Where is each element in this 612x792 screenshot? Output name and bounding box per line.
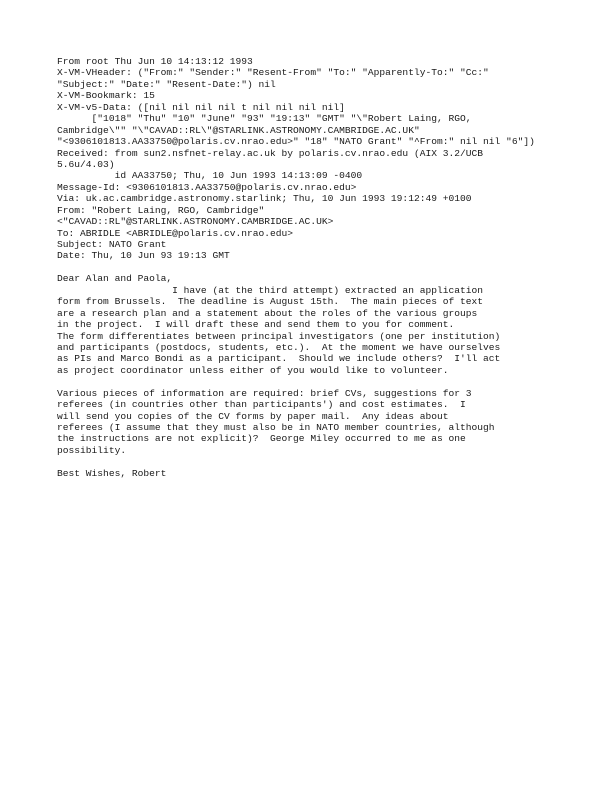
header-vm-v5-data: X-VM-v5-Data: ([nil nil nil nil t nil nil nil nil] [57, 101, 345, 113]
body-line: in the project. I will draft these and send them to you for comment. [57, 319, 455, 331]
header-from: From: "Robert Laing, RGO, Cambridge" [57, 204, 265, 216]
header-vm-bookmark: X-VM-Bookmark: 15 [57, 90, 155, 102]
email-paragraph-2 [57, 388, 597, 457]
body-line: as project coordinator unless either of you would like to volunteer. [57, 364, 449, 376]
body-line: referees (in countries other than participants') and cost estimates. I [57, 399, 466, 411]
email-greeting: Dear Alan and Paola, [57, 273, 173, 285]
header-vm-v5-data-cont: ["1018" "Thu" "10" "June" "93" "19:13" "GMT" "\"Robert Laing, RGO, [57, 113, 472, 125]
header-received-cont: 5.6u/4.03) [57, 158, 115, 170]
header-from-line: From root Thu Jun 10 14:13:12 1993 [57, 56, 253, 67]
body-line: will send you copies of the CV forms by paper mail. Any ideas about [57, 410, 449, 422]
body-line: referees (I assume that they must also be in NATO member countries, although [57, 422, 495, 433]
body-line: and participants (postdocs, students, etc.). At the moment we have ourselves [57, 341, 501, 353]
body-line: Various pieces of information are required: brief CVs, suggestions for 3 [57, 387, 472, 399]
body-line: as PIs and Marco Bondi as a participant. Should we include others? I'll act [57, 353, 501, 365]
header-vm-vheader: X-VM-VHeader: ("From:" "Sender:" "Resent-From" "To:" "Apparently-To:" "Cc:" [57, 67, 489, 79]
body-line: are a research plan and a statement about the roles of the various groups [57, 307, 478, 319]
body-line: possibility. [57, 444, 127, 456]
email-signoff: Best Wishes, Robert [57, 467, 167, 479]
body-line: form from Brussels. The deadline is August 15th. The main pieces of text [57, 296, 484, 308]
header-received-id: id AA33750; Thu, 10 Jun 1993 14:13:09 -0400 [57, 170, 363, 182]
header-received: Received: from sun2.nsfnet-relay.ac.uk by polaris.cv.nrao.edu (AIX 3.2/UCB [57, 147, 484, 159]
header-via: Via: uk.ac.cambridge.astronomy.starlink; Thu, 10 Jun 1993 19:12:49 +0100 [57, 193, 472, 205]
email-headers [57, 56, 597, 262]
email-document [57, 56, 597, 479]
header-to: To: ABRIDLE <ABRIDLE@polaris.cv.nrao.edu> [57, 227, 294, 239]
email-paragraph-1 [57, 285, 597, 377]
body-line: I have (at the third attempt) extracted an application [57, 284, 484, 296]
header-subject: Subject: NATO Grant [57, 239, 167, 250]
header-vm-vheader-cont: "Subject:" "Date:" "Resent-Date:") nil [57, 78, 276, 90]
body-line: The form differentiates between principal investigators (one per institution) [57, 330, 501, 342]
body-line: the instructions are not explicit)? George Miley occurred to me as one [57, 433, 466, 445]
header-date: Date: Thu, 10 Jun 93 19:13 GMT [57, 250, 230, 262]
header-vm-v5-data-cont: Cambridge\"" "\"CAVAD::RL\"@STARLINK.ASTRONOMY.CAMBRIDGE.AC.UK" [57, 124, 420, 136]
header-message-id: Message-Id: <9306101813.AA33750@polaris.cv.nrao.edu> [57, 181, 357, 193]
header-from-address: <"CAVAD::RL"@STARLINK.ASTRONOMY.CAMBRIDGE.AC.UK> [57, 216, 334, 228]
header-vm-v5-data-cont: "<9306101813.AA33750@polaris.cv.nrao.edu>" "18" "NATO Grant" "^From:" nil nil "6"]) [57, 136, 535, 148]
